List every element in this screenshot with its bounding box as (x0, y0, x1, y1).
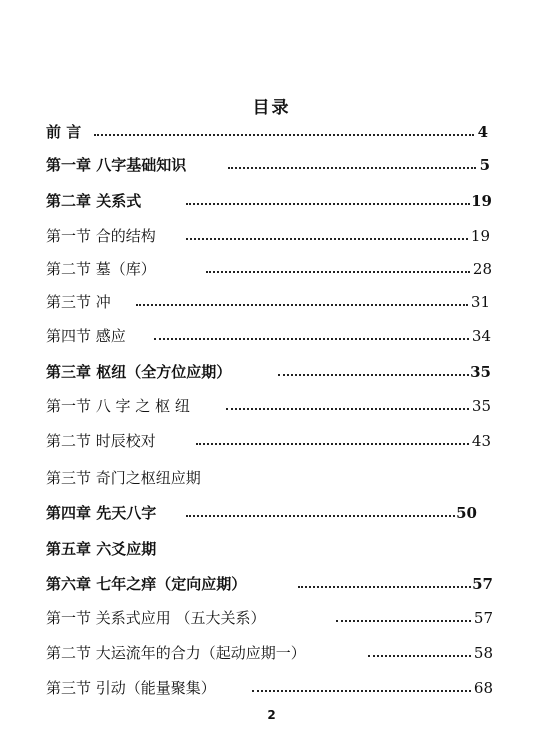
toc-entry (46, 325, 491, 347)
toc-entry-page: 57 (472, 575, 493, 593)
toc-entry-page: 5 (479, 156, 490, 174)
dot-leader (226, 395, 469, 410)
toc-entry-label: 第六章 七年之痒（定向应期） (46, 575, 247, 593)
toc-entry (46, 395, 491, 417)
dot-leader (206, 258, 470, 273)
toc-entry-label: 第二章 关系式 (46, 192, 142, 210)
toc-entry (46, 430, 491, 452)
dot-leader (368, 642, 471, 657)
toc-entry (46, 225, 490, 247)
toc-entry (46, 190, 492, 212)
toc-entry (46, 607, 493, 629)
dot-leader (94, 121, 474, 136)
toc-title: 目录 (252, 98, 291, 118)
toc-entry-label: 第一章 八字基础知识 (46, 156, 187, 174)
toc-entry-page: 28 (472, 260, 492, 278)
dot-leader (278, 361, 469, 376)
toc-entry-page: 19 (471, 192, 492, 210)
toc-entry (46, 154, 490, 176)
toc-entry-page: 68 (473, 679, 493, 697)
toc-entry (46, 291, 490, 313)
toc-entry-page: 4 (477, 123, 488, 141)
toc-entry-label: 第三节 引动（能量聚集） (46, 679, 216, 697)
dot-leader (228, 154, 476, 169)
dot-leader (252, 677, 471, 692)
toc-entry-page: 31 (470, 293, 490, 311)
toc-entry (46, 642, 493, 664)
toc-entry-label: 第三节 奇门之枢纽应期 (46, 469, 201, 487)
toc-entry-label: 第三节 冲 (46, 293, 111, 311)
toc-entry-label: 前 言 (46, 123, 82, 141)
toc-entry-label: 第一节 合的结构 (46, 227, 156, 245)
toc-entry-label: 第五章 六爻应期 (46, 540, 157, 558)
toc-entry-page: 57 (473, 609, 493, 627)
toc-entry (46, 361, 491, 383)
toc-entry-page: 35 (471, 397, 491, 415)
toc-entry-page: 34 (471, 327, 491, 345)
toc-entry (46, 538, 491, 560)
toc-entry (46, 677, 493, 699)
toc-entry-page: 19 (470, 227, 490, 245)
toc-entry-label: 第二节 大运流年的合力（起动应期一） (46, 644, 306, 662)
toc-entry-label: 第四节 感应 (46, 327, 126, 345)
toc-entry-label: 第二节 时辰校对 (46, 432, 156, 450)
toc-entry-page: 43 (471, 432, 491, 450)
toc-entry-page: 35 (470, 363, 491, 381)
toc-entry-label: 第四章 先天八字 (46, 504, 157, 522)
toc-entry (46, 502, 477, 524)
dot-leader (186, 502, 455, 517)
toc-entry-page: 58 (473, 644, 493, 662)
toc-entry (46, 573, 493, 595)
dot-leader (136, 291, 468, 306)
toc-entry (46, 121, 488, 143)
toc-entry-page: 50 (456, 504, 477, 522)
dot-leader (186, 225, 468, 240)
dot-leader (186, 190, 470, 205)
page-number: 2 (267, 708, 276, 722)
dot-leader (336, 607, 471, 622)
toc-entry-label: 第二节 墓（库） (46, 260, 156, 278)
toc-entry-label: 第三章 枢纽（全方位应期） (46, 363, 232, 381)
toc-entry (46, 467, 491, 489)
toc-entry-label: 第一节 八 字 之 枢 纽 (46, 397, 190, 415)
dot-leader (196, 430, 469, 445)
dot-leader (154, 325, 469, 340)
dot-leader (298, 573, 471, 588)
toc-entry-label: 第一节 关系式应用 （五大关系） (46, 609, 266, 627)
toc-entry (46, 258, 492, 280)
